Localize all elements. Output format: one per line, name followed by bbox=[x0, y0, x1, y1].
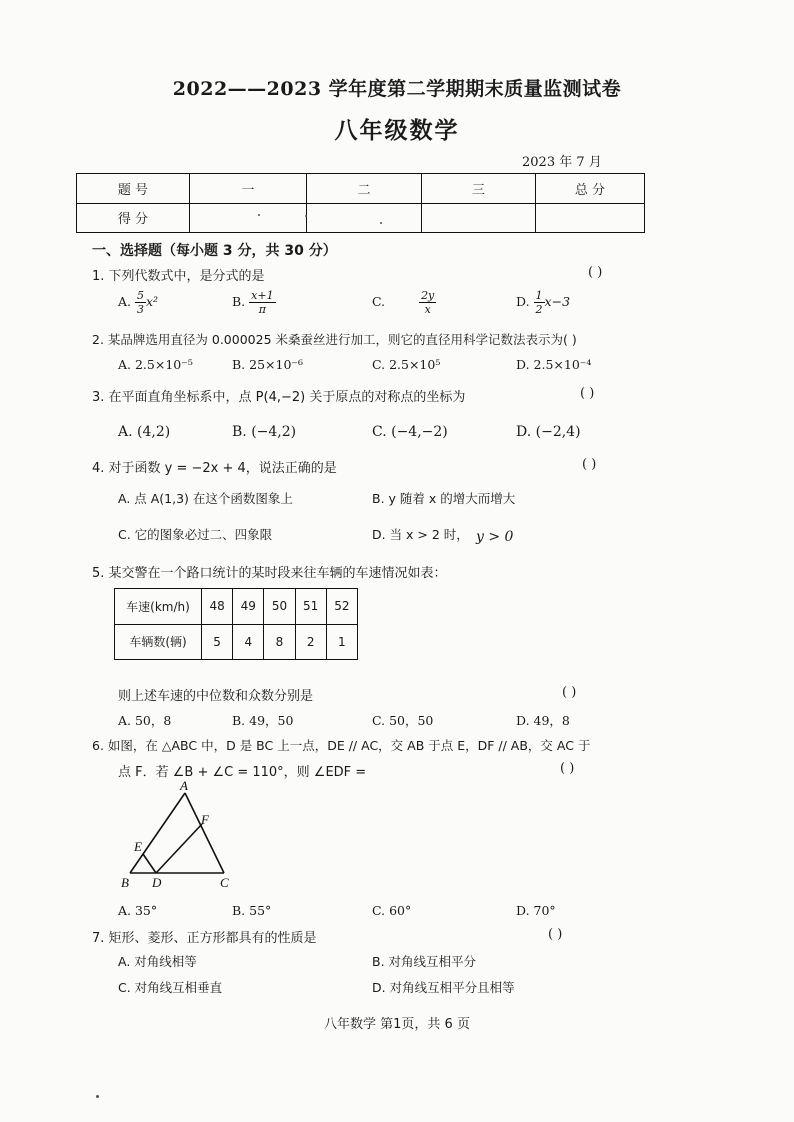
q5-count-row-label: 车辆数(辆) bbox=[115, 624, 202, 660]
q6-option-a: A. 35° bbox=[118, 903, 158, 918]
q1-option-b-letter: B. bbox=[232, 294, 246, 309]
score-cell-total: 总 分 bbox=[536, 174, 645, 204]
q4-stem: 4. 对于函数 y = −2x + 4，说法正确的是 bbox=[92, 461, 337, 476]
q5-option-a: A. 50，8 bbox=[118, 713, 172, 728]
scan-speck bbox=[258, 214, 260, 216]
q1-option-a-numerator: 5 bbox=[137, 289, 144, 302]
q5-speed-cell: 49 bbox=[233, 589, 264, 625]
q1-option-d-letter: D. bbox=[516, 294, 530, 309]
q7-option-c: C. 对角线互相垂直 bbox=[118, 980, 223, 995]
score-table-points-row bbox=[77, 203, 645, 233]
q4-option-b: B. y 随着 x 的增大而增大 bbox=[372, 491, 516, 506]
q6-stem-line-2: 点 F．若 ∠B + ∠C = 110°，则 ∠EDF = bbox=[118, 765, 367, 780]
q7-option-d: D. 对角线互相平分且相等 bbox=[372, 980, 515, 995]
q1-option-a-denominator: 3 bbox=[137, 303, 144, 316]
q1-option-c bbox=[372, 290, 436, 315]
q1-option-d-fraction bbox=[534, 290, 545, 315]
q1-option-b-denominator: π bbox=[258, 303, 266, 316]
q5-count-cell: 2 bbox=[295, 624, 326, 660]
q5-speed-table bbox=[114, 588, 358, 660]
q1-option-b-numerator: x+1 bbox=[251, 289, 274, 302]
score-cell-section-1: 一 bbox=[190, 174, 307, 204]
q1-option-a-fraction bbox=[135, 290, 146, 315]
q7-option-a: A. 对角线相等 bbox=[118, 954, 197, 969]
q5-speed-cell: 52 bbox=[326, 589, 357, 625]
q1-option-a-letter: A. bbox=[118, 294, 132, 309]
exam-subtitle: 八年级数学 bbox=[334, 117, 460, 144]
q2-option-a: A. 2.5×10⁻⁵ bbox=[118, 357, 193, 372]
q5-question: 则上述车速的中位数和众数分别是 bbox=[118, 689, 314, 704]
q2-option-b: B. 25×10⁻⁶ bbox=[232, 357, 304, 372]
q1-option-b-fraction bbox=[249, 290, 275, 315]
q2-stem: 2. 某品牌选用直径为 0.000025 米桑蚕丝进行加工，则它的直径用科学记数法表示为( ) bbox=[92, 332, 577, 347]
q6-stem: 6. 如图，在 △ABC 中，D 是 BC 上一点，DE // AC，交 AB 于点 E，DF // AB，交 AC 于 bbox=[92, 738, 591, 753]
q6-label-d: D bbox=[152, 875, 162, 890]
score-cell-blank-total[interactable] bbox=[536, 203, 645, 233]
q7-option-b: B. 对角线互相平分 bbox=[372, 954, 477, 969]
scan-speck bbox=[305, 215, 307, 217]
q4-option-c: C. 它的图象必过二、四象限 bbox=[118, 527, 273, 542]
exam-title: 2022——2023 学年度第二学期期末质量监测试卷 bbox=[172, 78, 622, 100]
q4-answer-paren: ( ) bbox=[582, 457, 597, 472]
score-cell-section-3: 三 bbox=[422, 174, 536, 204]
q5-speed-row bbox=[115, 589, 358, 625]
q5-answer-paren: ( ) bbox=[562, 685, 577, 700]
q2-option-c: C. 2.5×10⁵ bbox=[372, 357, 441, 372]
section-1-heading: 一、选择题（每小题 3 分，共 30 分） bbox=[92, 243, 337, 259]
score-table bbox=[76, 173, 645, 233]
q5-option-c: C. 50，50 bbox=[372, 713, 434, 728]
q6-option-d: D. 70° bbox=[516, 903, 556, 918]
page-footer: 八年数学 第1页，共 6 页 bbox=[324, 1017, 470, 1032]
q1-option-c-fraction bbox=[419, 290, 436, 315]
q4-option-a: A. 点 A(1,3) 在这个函数图象上 bbox=[118, 491, 293, 506]
q6-label-b: B bbox=[121, 875, 129, 890]
score-cell-blank-3[interactable] bbox=[422, 203, 536, 233]
q3-option-a: A. (4,2) bbox=[118, 424, 171, 440]
q6-label-c: C bbox=[220, 875, 229, 890]
q1-option-d-tail: x−3 bbox=[544, 294, 571, 309]
q6-triangle-figure bbox=[110, 780, 250, 892]
q1-option-c-letter: C. bbox=[372, 294, 386, 309]
q1-option-b bbox=[232, 290, 276, 315]
score-table-header-row bbox=[77, 174, 645, 204]
q6-label-f: F bbox=[201, 812, 209, 827]
q5-count-cell: 5 bbox=[202, 624, 233, 660]
q5-speed-cell: 48 bbox=[202, 589, 233, 625]
q1-option-c-denominator: x bbox=[424, 303, 431, 316]
q5-speed-cell: 51 bbox=[295, 589, 326, 625]
exam-date: 2023 年 7 月 bbox=[522, 155, 602, 170]
scan-speck bbox=[96, 1095, 99, 1098]
q3-answer-paren: ( ) bbox=[580, 386, 595, 401]
score-cell-points-label: 得 分 bbox=[77, 203, 190, 233]
q6-side-ac bbox=[185, 793, 224, 873]
q3-option-c: C. (−4,−2) bbox=[372, 424, 448, 440]
q7-answer-paren: ( ) bbox=[548, 927, 563, 942]
q5-count-cell: 8 bbox=[264, 624, 295, 660]
q3-option-b: B. (−4,2) bbox=[232, 424, 297, 440]
scan-speck bbox=[380, 222, 382, 224]
q5-stem: 5. 某交警在一个路口统计的某时段来往车辆的车速情况如表： bbox=[92, 566, 447, 581]
q6-segment-de bbox=[143, 854, 156, 873]
q6-label-e: E bbox=[134, 839, 142, 854]
q5-speed-row-label: 车速(km/h) bbox=[115, 589, 202, 625]
q6-side-ab bbox=[130, 793, 185, 873]
q2-option-d: D. 2.5×10⁻⁴ bbox=[516, 357, 592, 372]
score-cell-blank-2[interactable] bbox=[307, 203, 422, 233]
q5-count-row bbox=[115, 624, 358, 660]
q1-option-d-numerator: 1 bbox=[535, 289, 543, 302]
q6-option-c: C. 60° bbox=[372, 903, 412, 918]
q5-count-cell: 1 bbox=[326, 624, 357, 660]
q5-option-d: D. 49，8 bbox=[516, 713, 570, 728]
q4-option-d-condition: y > 0 bbox=[476, 529, 514, 545]
q6-segment-df bbox=[156, 824, 202, 873]
q4-option-d: D. 当 x > 2 时， bbox=[372, 527, 469, 542]
q1-option-d bbox=[516, 290, 570, 315]
q6-label-a: A bbox=[180, 780, 188, 793]
q1-stem: 1. 下列代数式中，是分式的是 bbox=[92, 269, 265, 284]
q1-option-d-denominator: 2 bbox=[535, 303, 543, 316]
q6-option-b: B. 55° bbox=[232, 903, 272, 918]
q1-option-a-tail: x² bbox=[146, 294, 159, 309]
q5-speed-cell: 50 bbox=[264, 589, 295, 625]
q6-answer-paren: ( ) bbox=[560, 761, 575, 776]
q1-answer-paren: ( ) bbox=[588, 265, 603, 280]
score-cell-blank-1[interactable] bbox=[190, 203, 307, 233]
q3-stem: 3. 在平面直角坐标系中，点 P(4,−2) 关于原点的对称点的坐标为 bbox=[92, 390, 466, 405]
q5-count-cell: 4 bbox=[233, 624, 264, 660]
q1-option-c-numerator: 2y bbox=[421, 289, 435, 302]
score-cell-section-2: 二 bbox=[307, 174, 422, 204]
score-cell-label: 题 号 bbox=[77, 174, 190, 204]
q7-stem: 7. 矩形、菱形、正方形都具有的性质是 bbox=[92, 931, 317, 946]
q3-option-d: D. (−2,4) bbox=[516, 424, 581, 440]
q1-option-a bbox=[118, 290, 158, 315]
q5-option-b: B. 49，50 bbox=[232, 713, 294, 728]
